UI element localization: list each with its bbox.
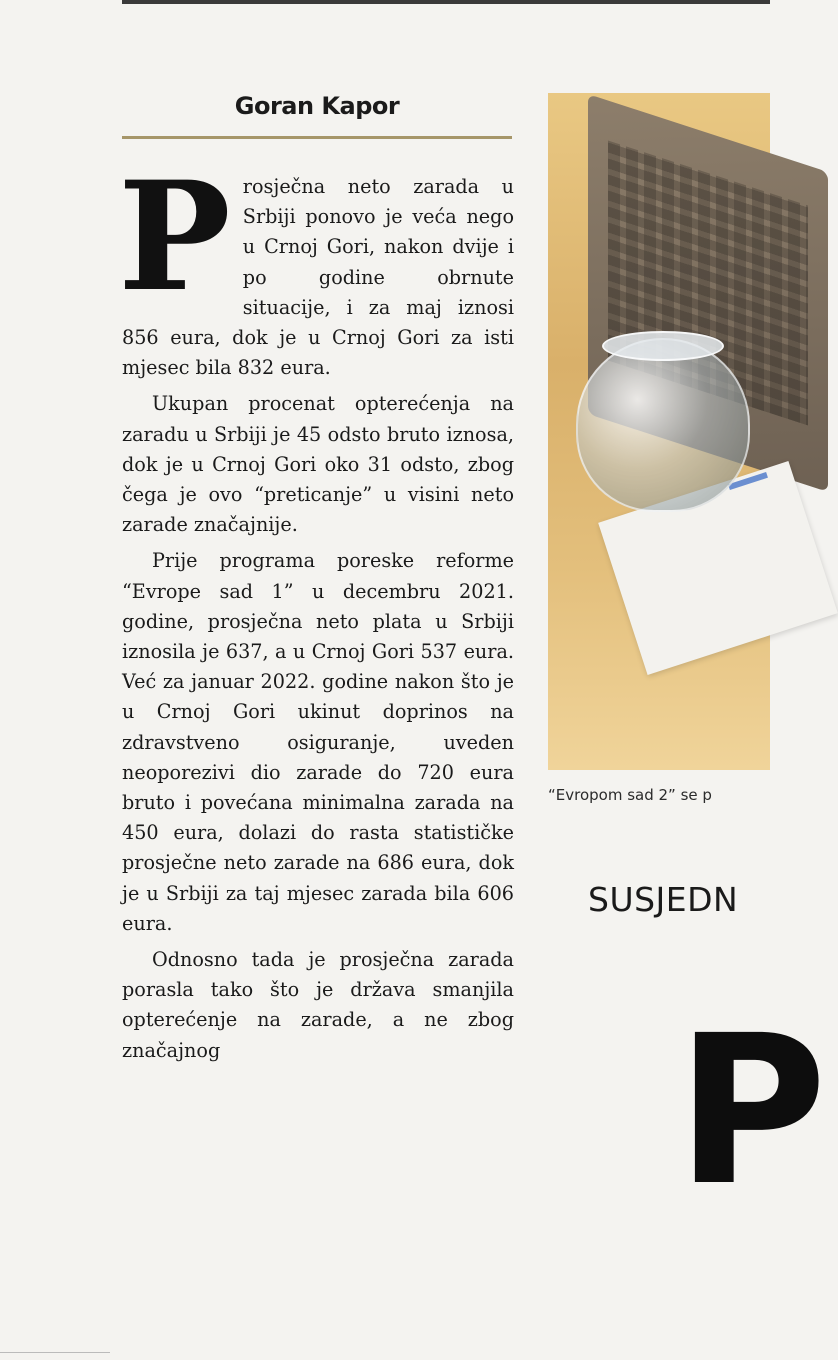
section-kicker: SUSJEDN: [588, 880, 739, 919]
paragraph-text: rosječna neto zarada u Srbiji ponovo je veća nego u Crnoj Gori, nakon dvije i po godine obrnute situacije, i za maj iznosi 856 eura, dok je u Crnoj Gori za isti mjesec bila 832 eura.: [122, 175, 514, 380]
article-photo: [548, 93, 770, 770]
byline-rule: [122, 136, 512, 139]
article-paragraph: [118, 149, 514, 383]
byline-author: Goran Kapor: [234, 92, 400, 120]
article-body: [118, 149, 514, 1072]
headline: P: [676, 991, 827, 1231]
article-paragraph: Ukupan procenat opterećenja na zaradu u Srbiji je 45 odsto bruto iznosa, dok je u Crnoj Gori oko 31 odsto, zbog čega je ovo “preticanje” u visini neto zarade značajnije.: [122, 392, 514, 537]
top-rule: [122, 0, 770, 4]
article-paragraph: Odnosno tada je prosječna zarada porasla tako što je država smanjila opterećenje na zarade, a ne zbog značajnog: [122, 948, 514, 1062]
article-paragraph: Prije programa poreske reforme “Evrope sad 1” u decembru 2021. godine, prosječna neto plata u Srbiji iznosila je 637, a u Crnoj Gori 537 eura. Već za januar 2022. godine nakon što je u Crnoj Gori ukinut doprinos na zdravstveno osiguranje, uveden neoporezivi dio zarade do 720 eura bruto i povećana minimalna zarada na 450 eura, dolazi do rasta statističke prosječne neto zarade na 686 eura, dok je u Srbiji za taj mjesec zarada bila 606 eura.: [122, 549, 514, 935]
photo-caption: “Evropom sad 2” se p: [548, 786, 712, 804]
coin-jar-illustration: [576, 338, 750, 512]
jar-rim-illustration: [602, 331, 724, 361]
drop-cap: P: [118, 149, 231, 325]
bottom-margin-rule: [0, 1352, 110, 1353]
